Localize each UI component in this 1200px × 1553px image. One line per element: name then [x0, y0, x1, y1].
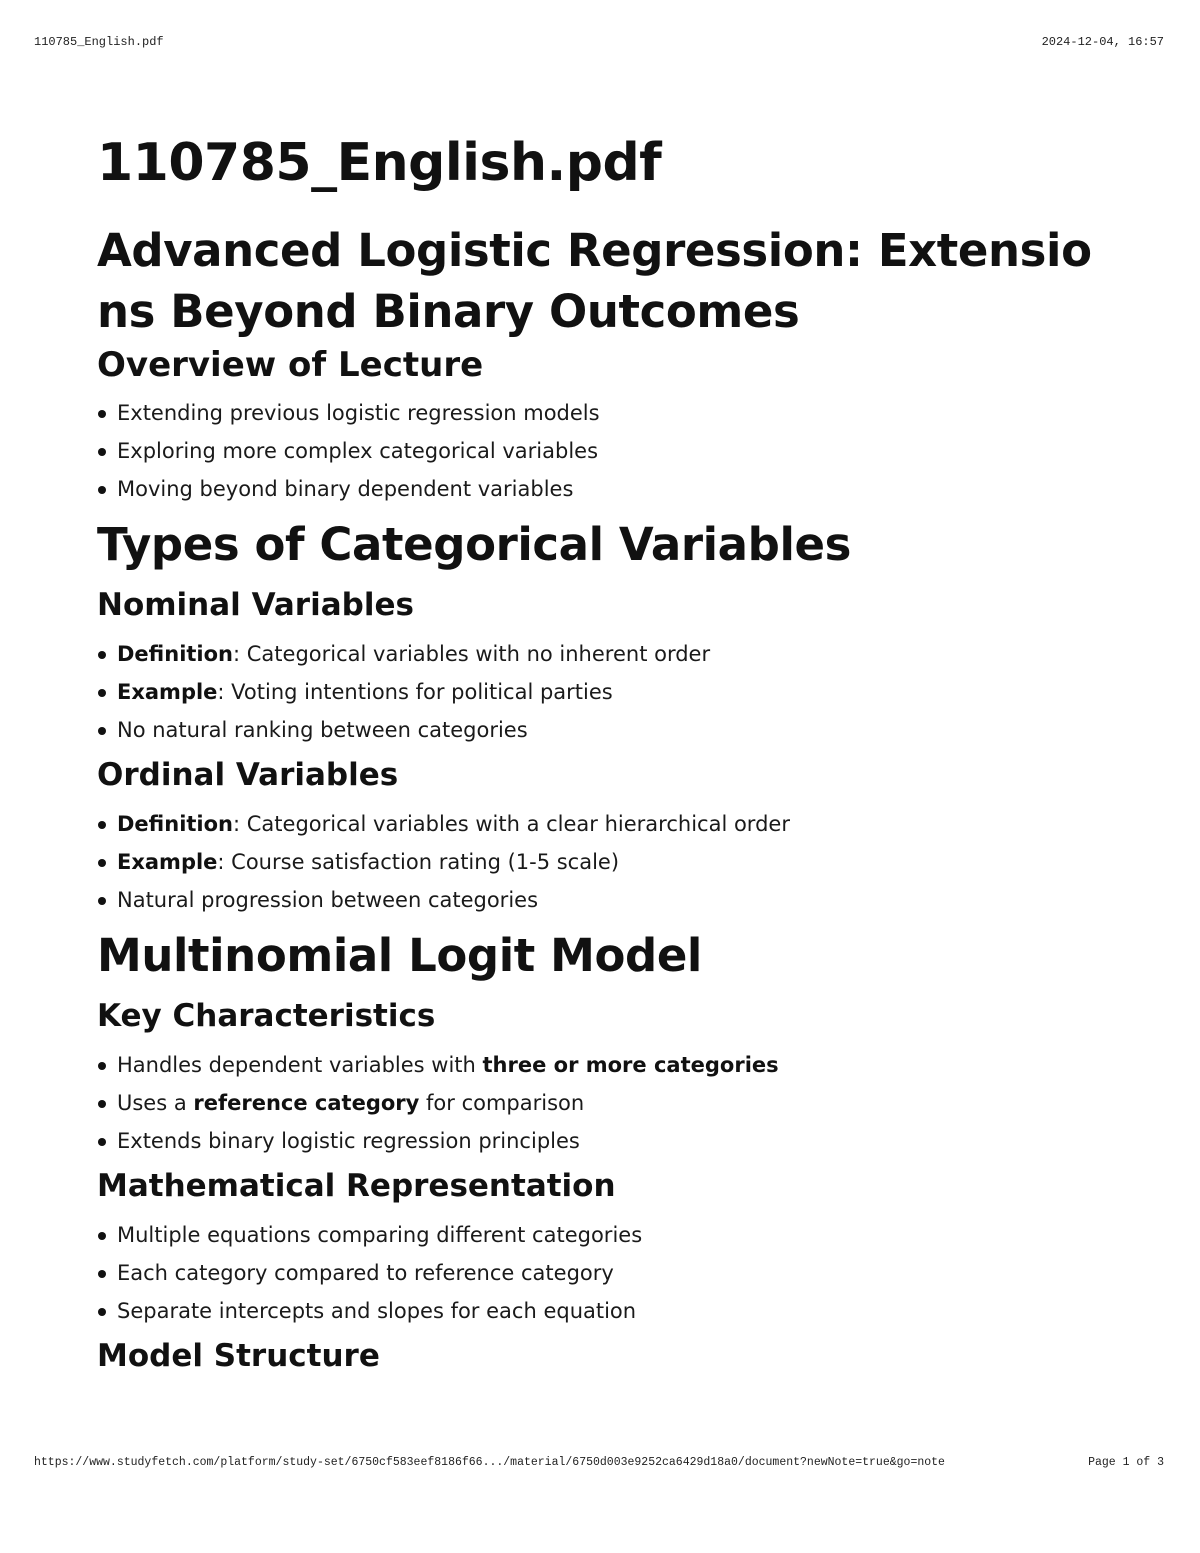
print-header — [34, 35, 1164, 49]
nominal-heading: Nominal Variables — [97, 587, 414, 623]
math-representation-list — [97, 1216, 1107, 1330]
list-item: Example: Course satisfaction rating (1-5 scale) — [117, 843, 1107, 881]
list-item: Multiple equations comparing different categories — [117, 1216, 1107, 1254]
list-item: Natural progression between categories — [117, 881, 1107, 919]
multinomial-heading: Multinomial Logit Model — [97, 929, 702, 982]
ordinal-heading: Ordinal Variables — [97, 757, 399, 793]
list-item: Each category compared to reference category — [117, 1254, 1107, 1292]
list-item: Moving beyond binary dependent variables — [117, 470, 1107, 508]
list-item: Handles dependent variables with three or more categories — [117, 1046, 1107, 1084]
list-item: Uses a reference category for comparison — [117, 1084, 1107, 1122]
math-representation-heading: Mathematical Representation — [97, 1168, 616, 1204]
list-item: Separate intercepts and slopes for each equation — [117, 1292, 1107, 1330]
list-item: Example: Voting intentions for political parties — [117, 673, 1107, 711]
overview-heading: Overview of Lecture — [97, 345, 484, 385]
key-characteristics-list — [97, 1046, 1107, 1160]
list-item: Extending previous logistic regression models — [117, 394, 1107, 432]
model-structure-heading: Model Structure — [97, 1338, 380, 1374]
print-header-filename: 110785_English.pdf — [34, 35, 164, 49]
print-footer — [34, 1456, 1164, 1469]
key-characteristics-heading: Key Characteristics — [97, 998, 436, 1034]
nominal-list — [97, 635, 1107, 749]
document-title: 110785_English.pdf — [97, 133, 662, 193]
types-heading: Types of Categorical Variables — [97, 518, 851, 571]
main-heading: Advanced Logistic Regression: Extensions Beyond Binary Outcomes — [97, 224, 1092, 338]
list-item: Definition: Categorical variables with no inherent order — [117, 635, 1107, 673]
document-content — [97, 132, 1107, 1386]
overview-list — [97, 394, 1107, 508]
list-item: No natural ranking between categories — [117, 711, 1107, 749]
list-item: Definition: Categorical variables with a clear hierarchical order — [117, 805, 1107, 843]
print-footer-url: https://www.studyfetch.com/platform/study-set/6750cf583eef8186f66.../material/6750d003e9252ca6429d18a0/document?newNote=true&go=note — [34, 1456, 945, 1469]
list-item: Extends binary logistic regression principles — [117, 1122, 1107, 1160]
print-header-timestamp: 2024-12-04, 16:57 — [1041, 35, 1164, 49]
print-footer-page-number: Page 1 of 3 — [1088, 1456, 1164, 1469]
list-item: Exploring more complex categorical variables — [117, 432, 1107, 470]
ordinal-list — [97, 805, 1107, 919]
